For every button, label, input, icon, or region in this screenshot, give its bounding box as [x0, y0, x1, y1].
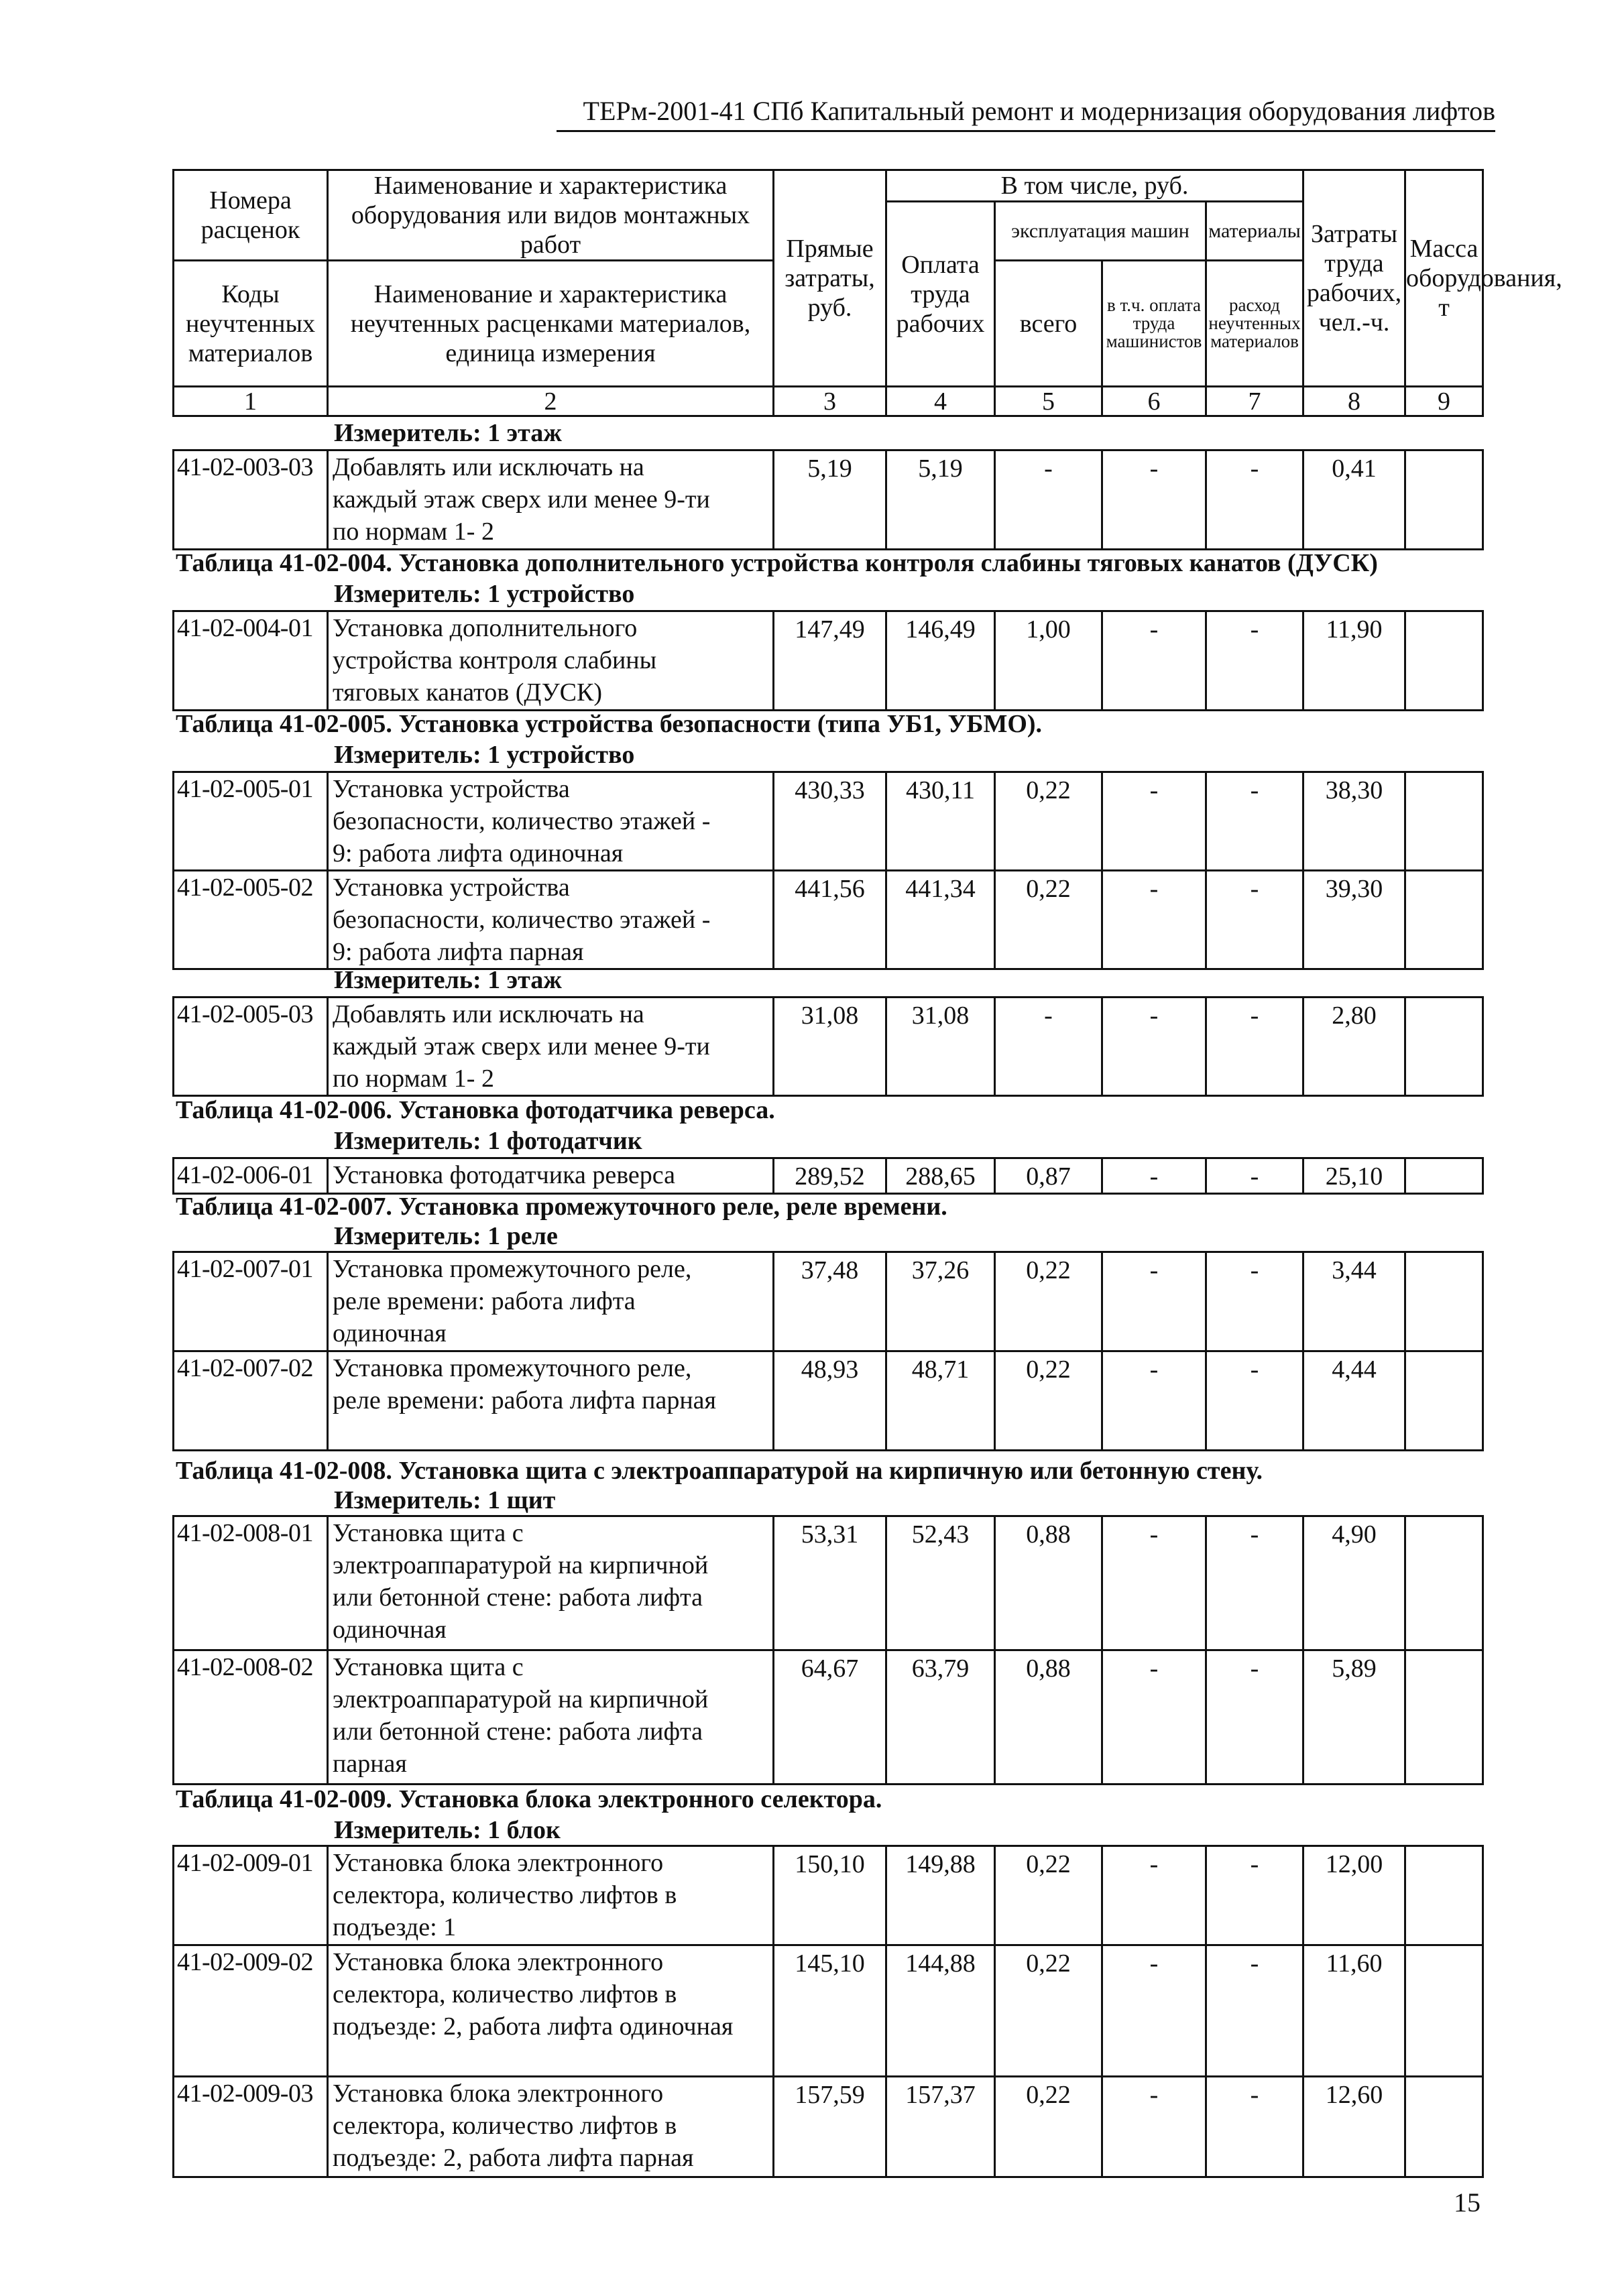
table-row: [174, 772, 1483, 871]
header-row-numbers: Номера расценок: [174, 170, 328, 261]
machines-total: 0,87: [995, 1158, 1102, 1194]
table-row: [174, 611, 1483, 711]
rates-table: [172, 1251, 1484, 1451]
machines-total: 0,22: [995, 772, 1102, 871]
labor-hours: 2,80: [1303, 998, 1405, 1096]
header-direct-costs: Прямые затраты, руб.: [774, 170, 886, 387]
machines-total: 0,22: [995, 1846, 1102, 1945]
equipment-mass: [1405, 1945, 1483, 2077]
rate-code: 41-02-008-02: [174, 1650, 328, 1785]
machinist-pay: -: [1102, 871, 1206, 969]
labor-hours: 11,60: [1303, 1945, 1405, 2077]
rate-description: Установка щита с электроаппаратурой на кирпичной или бетонной стене: работа лифта одиночная: [328, 1516, 774, 1650]
machinist-pay: -: [1102, 1158, 1206, 1194]
equipment-mass: [1405, 1252, 1483, 1351]
unaccounted-materials: -: [1206, 1650, 1303, 1785]
machines-total: -: [995, 998, 1102, 1096]
table-title: Таблица 41-02-005. Установка устройства безопасности (типа УБ1, УБМО).: [176, 710, 1043, 738]
table-row: [174, 1158, 1483, 1194]
rate-description: Установка устройства безопасности, количество этажей - 9: работа лифта одиночная: [328, 772, 774, 871]
worker-pay: 441,34: [886, 871, 995, 969]
rate-description: Установка фотодатчика реверса: [328, 1158, 774, 1194]
worker-pay: 288,65: [886, 1158, 995, 1194]
header-material-codes: Коды неучтенных материалов: [174, 261, 328, 387]
rate-code: 41-02-005-02: [174, 871, 328, 969]
machinist-pay: -: [1102, 1351, 1206, 1451]
column-number: 4: [886, 387, 995, 416]
meter-label: Измеритель: 1 блок: [334, 1816, 561, 1844]
running-header: ТЕРм-2001-41 СПб Капитальный ремонт и модернизация оборудования лифтов: [557, 95, 1495, 132]
table-row: [174, 2077, 1483, 2177]
table-row: [174, 1516, 1483, 1650]
header-work-name: Наименование и характеристика оборудования или видов монтажных работ: [328, 170, 774, 261]
worker-pay: 149,88: [886, 1846, 995, 1945]
table-row: [174, 1252, 1483, 1351]
unaccounted-materials: -: [1206, 1158, 1303, 1194]
worker-pay: 37,26: [886, 1252, 995, 1351]
labor-hours: 4,90: [1303, 1516, 1405, 1650]
rate-description: Установка устройства безопасности, количество этажей - 9: работа лифта парная: [328, 871, 774, 969]
worker-pay: 63,79: [886, 1650, 995, 1785]
rate-description: Установка дополнительного устройства контроля слабины тяговых канатов (ДУСК): [328, 611, 774, 711]
page-number: 15: [1454, 2187, 1481, 2218]
header-including: В том числе, руб.: [886, 170, 1303, 202]
column-number: 5: [995, 387, 1102, 416]
machinist-pay: -: [1102, 2077, 1206, 2177]
column-number: 6: [1102, 387, 1206, 416]
machinist-pay: -: [1102, 1846, 1206, 1945]
equipment-mass: [1405, 772, 1483, 871]
rate-code: 41-02-009-01: [174, 1846, 328, 1945]
machinist-pay: -: [1102, 611, 1206, 711]
rate-code: 41-02-009-02: [174, 1945, 328, 2077]
meter-label: Измеритель: 1 фотодатчик: [334, 1127, 642, 1155]
machinist-pay: -: [1102, 1516, 1206, 1650]
machinist-pay: -: [1102, 1252, 1206, 1351]
rate-description: Установка промежуточного реле, реле времени: работа лифта парная: [328, 1351, 774, 1451]
worker-pay: 430,11: [886, 772, 995, 871]
header-worker-pay: Оплата труда рабочих: [886, 202, 995, 387]
unaccounted-materials: -: [1206, 1252, 1303, 1351]
labor-hours: 4,44: [1303, 1351, 1405, 1451]
machines-total: 0,22: [995, 1351, 1102, 1451]
worker-pay: 48,71: [886, 1351, 995, 1451]
equipment-mass: [1405, 871, 1483, 969]
column-header-table: [172, 169, 1562, 417]
rate-code: 41-02-005-03: [174, 998, 328, 1096]
direct-costs: 31,08: [774, 998, 886, 1096]
rate-code: 41-02-006-01: [174, 1158, 328, 1194]
rates-table: [172, 996, 1484, 1097]
direct-costs: 150,10: [774, 1846, 886, 1945]
machines-total: 0,88: [995, 1650, 1102, 1785]
header-equipment-mass: Масса оборудования, т: [1405, 170, 1483, 387]
unaccounted-materials: -: [1206, 1846, 1303, 1945]
unaccounted-materials: -: [1206, 2077, 1303, 2177]
labor-hours: 12,60: [1303, 2077, 1405, 2177]
table-title: Таблица 41-02-004. Установка дополнительного устройства контроля слабины тяговых канатов (ДУСК): [176, 549, 1378, 577]
worker-pay: 31,08: [886, 998, 995, 1096]
rate-code: 41-02-005-01: [174, 772, 328, 871]
column-number: 9: [1405, 387, 1483, 416]
header-labor-costs: Затраты труда рабочих, чел.-ч.: [1303, 170, 1405, 387]
rate-code: 41-02-007-01: [174, 1252, 328, 1351]
table-title: Таблица 41-02-007. Установка промежуточного реле, реле времени.: [176, 1193, 947, 1221]
machines-total: -: [995, 450, 1102, 550]
rate-description: Добавлять или исключать на каждый этаж сверх или менее 9-ти по нормам 1- 2: [328, 450, 774, 550]
meter-label: Измеритель: 1 этаж: [334, 419, 562, 447]
rates-table: [172, 771, 1484, 970]
direct-costs: 147,49: [774, 611, 886, 711]
rate-description: Установка промежуточного реле, реле времени: работа лифта одиночная: [328, 1252, 774, 1351]
machinist-pay: -: [1102, 1650, 1206, 1785]
labor-hours: 0,41: [1303, 450, 1405, 550]
direct-costs: 5,19: [774, 450, 886, 550]
machinist-pay: -: [1102, 450, 1206, 550]
table-title: Таблица 41-02-009. Установка блока электронного селектора.: [176, 1785, 882, 1813]
unaccounted-materials: -: [1206, 1945, 1303, 2077]
header-machinist-pay: в т.ч. оплата труда машинистов: [1102, 261, 1206, 387]
labor-hours: 25,10: [1303, 1158, 1405, 1194]
direct-costs: 53,31: [774, 1516, 886, 1650]
unaccounted-materials: -: [1206, 450, 1303, 550]
meter-label: Измеритель: 1 щит: [334, 1486, 556, 1514]
table-row: [174, 871, 1483, 969]
equipment-mass: [1405, 450, 1483, 550]
header-machines-total: всего: [995, 261, 1102, 387]
header-unaccounted-materials: расход неучтенных материалов: [1206, 261, 1303, 387]
machines-total: 0,22: [995, 871, 1102, 969]
rates-table: [172, 1515, 1484, 1785]
table-row: [174, 450, 1483, 550]
meter-label: Измеритель: 1 устройство: [334, 580, 635, 608]
rate-code: 41-02-004-01: [174, 611, 328, 711]
worker-pay: 146,49: [886, 611, 995, 711]
worker-pay: 144,88: [886, 1945, 995, 2077]
equipment-mass: [1405, 1650, 1483, 1785]
equipment-mass: [1405, 1158, 1483, 1194]
direct-costs: 48,93: [774, 1351, 886, 1451]
worker-pay: 5,19: [886, 450, 995, 550]
column-number: 1: [174, 387, 328, 416]
machines-total: 0,22: [995, 1252, 1102, 1351]
unaccounted-materials: -: [1206, 998, 1303, 1096]
rate-description: Установка блока электронного селектора, количество лифтов в подъезде: 2, работа лифта одиночная: [328, 1945, 774, 2077]
direct-costs: 441,56: [774, 871, 886, 969]
direct-costs: 145,10: [774, 1945, 886, 2077]
rates-table: [172, 610, 1484, 711]
column-number: 3: [774, 387, 886, 416]
labor-hours: 38,30: [1303, 772, 1405, 871]
equipment-mass: [1405, 1351, 1483, 1451]
meter-label: Измеритель: 1 реле: [334, 1222, 558, 1250]
equipment-mass: [1405, 1516, 1483, 1650]
header-material-name: Наименование и характеристика неучтенных расценками материалов, единица измерения: [328, 261, 774, 387]
table-row: [174, 1846, 1483, 1945]
rates-table: [172, 1845, 1484, 2178]
column-number: 7: [1206, 387, 1303, 416]
rate-code: 41-02-008-01: [174, 1516, 328, 1650]
header-machine-operation: эксплуатация машин: [995, 202, 1206, 261]
column-number: 8: [1303, 387, 1405, 416]
labor-hours: 39,30: [1303, 871, 1405, 969]
rate-description: Добавлять или исключать на каждый этаж сверх или менее 9-ти по нормам 1- 2: [328, 998, 774, 1096]
worker-pay: 157,37: [886, 2077, 995, 2177]
unaccounted-materials: -: [1206, 1516, 1303, 1650]
table-title: Таблица 41-02-008. Установка щита с электроаппаратурой на кирпичную или бетонную стену.: [176, 1457, 1263, 1485]
meter-label: Измеритель: 1 этаж: [334, 966, 562, 994]
table-row: [174, 1945, 1483, 2077]
meter-label: Измеритель: 1 устройство: [334, 741, 635, 769]
table-row: [174, 998, 1483, 1096]
header-number-row: [174, 387, 1483, 416]
rate-code: 41-02-009-03: [174, 2077, 328, 2177]
unaccounted-materials: -: [1206, 1351, 1303, 1451]
rates-table: [172, 449, 1484, 550]
machines-total: 0,22: [995, 1945, 1102, 2077]
table-row: [174, 1351, 1483, 1451]
equipment-mass: [1405, 611, 1483, 711]
rate-code: 41-02-007-02: [174, 1351, 328, 1451]
rate-description: Установка блока электронного селектора, количество лифтов в подъезде: 1: [328, 1846, 774, 1945]
rate-description: Установка щита с электроаппаратурой на кирпичной или бетонной стене: работа лифта парная: [328, 1650, 774, 1785]
labor-hours: 11,90: [1303, 611, 1405, 711]
equipment-mass: [1405, 1846, 1483, 1945]
direct-costs: 430,33: [774, 772, 886, 871]
machines-total: 0,22: [995, 2077, 1102, 2177]
rate-code: 41-02-003-03: [174, 450, 328, 550]
machinist-pay: -: [1102, 1945, 1206, 2077]
machines-total: 1,00: [995, 611, 1102, 711]
rate-description: Установка блока электронного селектора, количество лифтов в подъезде: 2, работа лифта парная: [328, 2077, 774, 2177]
machines-total: 0,88: [995, 1516, 1102, 1650]
table-row: [174, 1650, 1483, 1785]
unaccounted-materials: -: [1206, 772, 1303, 871]
labor-hours: 3,44: [1303, 1252, 1405, 1351]
table-title: Таблица 41-02-006. Установка фотодатчика реверса.: [176, 1096, 775, 1124]
machinist-pay: -: [1102, 772, 1206, 871]
unaccounted-materials: -: [1206, 871, 1303, 969]
header-materials: материалы: [1206, 202, 1303, 261]
rates-table: [172, 1157, 1484, 1195]
equipment-mass: [1405, 998, 1483, 1096]
column-number: 2: [328, 387, 774, 416]
direct-costs: 289,52: [774, 1158, 886, 1194]
direct-costs: 64,67: [774, 1650, 886, 1785]
labor-hours: 5,89: [1303, 1650, 1405, 1785]
direct-costs: 157,59: [774, 2077, 886, 2177]
equipment-mass: [1405, 2077, 1483, 2177]
machinist-pay: -: [1102, 998, 1206, 1096]
direct-costs: 37,48: [774, 1252, 886, 1351]
worker-pay: 52,43: [886, 1516, 995, 1650]
unaccounted-materials: -: [1206, 611, 1303, 711]
labor-hours: 12,00: [1303, 1846, 1405, 1945]
